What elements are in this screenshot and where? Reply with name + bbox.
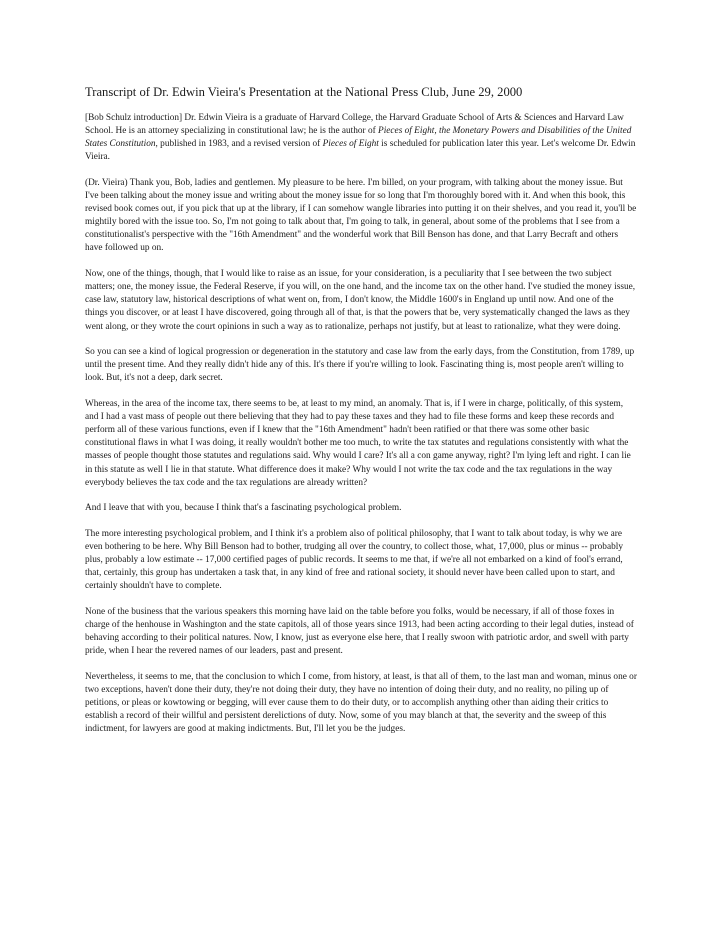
body-paragraph: Nevertheless, it seems to me, that the conclusion to which I come, from history, at least, is that all of them, to the last man and woman, minus one or two exceptions, haven't done their duty, they're not doing their duty, they have no intention of doing their duty, and no reality, no piling up of petitions, or pleas or kowtowing or begging, will ever cause them to do their duty, or to accomplish anything other than aiding their critics to establish a record of their willful and persistent derelictions of duty. Now, some of you may blanch at that, the severity and the sweep of this indictment, for lawyers are good at making indictments. But, I'll let you be the judges. bbox=[85, 672, 637, 735]
body-paragraph: None of the business that the various speakers this morning have laid on the table before you folks, would be necessary, if all of those foxes in charge of the henhouse in Washington and the state capitols, all of those years since 1913, had been acting according to their legal duties, instead of behaving according to their political natures. Now, I know, just as everyone else here, that I really swoon with patriotic ardor, and swell with party pride, when I hear the revered names of our leaders, past and present. bbox=[85, 607, 634, 657]
body-paragraph: Whereas, in the area of the income tax, there seems to be, at least to my mind, an anomaly. That is, if I were in charge, politically, of this system, and I had a vast mass of people out there believing that they had to pay these taxes and they had to file these forms and keep these records and perform all of these various functions, even if I knew that the "16th Amendment" hadn't been ratified or that there was some other basic constitutional flaws in what I was doing, it really wouldn't bother me too much, to write the tax statutes and regulations consistently with what the masses of people thought those statutes and regulations said. Why would I care? It's all a con game anyway, right? I'm lying left and right. I can lie in this statute as well I lie in that statute. What difference does it make? Why would I not write the tax code and the tax regulations in the way everybody believes the tax code and the tax regulations are already written? bbox=[85, 399, 631, 488]
document-page bbox=[85, 84, 637, 749]
book-title-short: Pieces of Eight bbox=[322, 139, 379, 150]
body-paragraph: (Dr. Vieira) Thank you, Bob, ladies and gentlemen. My pleasure to be here. I'm billed, on your program, with talking about the money issue. But I've been talking about the money issue and writing about the money issue for so long that I'm thoroughly bored with it. And when this book, this revised book comes out, if you pick that up at the library, if I can somehow wangle libraries into putting it on their shelves, and you read it, you'll be mightily bored with the issue too. So, I'm not going to talk about that, I'm going to talk, in general, about some of the problems that I see from a constitutionalist's perspective with the "16th Amendment" and the wonderful work that Bill Benson has done, and that Larry Becraft and others have followed up on. bbox=[85, 177, 637, 254]
body-paragraph: And I leave that with you, because I think that's a fascinating psychological problem. bbox=[85, 503, 402, 514]
body-paragraph: Now, one of the things, though, that I would like to raise as an issue, for your consideration, is a peculiarity that I see between the two subject matters; one, the money issue, the Federal Reserve, if you will, on the one hand, and the income tax on the other hand. I've studied the money issue, case law, statutory law, historical descriptions of what went on, from, I don't know, the Middle 1600's in England up until now. And one of the things you discover, or at least I have discovered, going through all of that, is that the powers that be, very systematically changed the laws as they went along, or they wrote the court opinions in such a way as to rationalize, perhaps not justify, but at least to rationalize, what they were doing. bbox=[85, 269, 636, 332]
intro-text-1: [Bob Schulz introduction] Dr. Edwin Vieira is a graduate of Harvard College, the Harvard Graduate School of Arts & Sciences and Harvard Law School. He is an attorney specializing in constitutional law; he is the author of bbox=[85, 113, 624, 137]
intro-text-2: , published in 1983, and a revised version of bbox=[155, 139, 323, 150]
document-title: Transcript of Dr. Edwin Vieira's Presentation at the National Press Club, June 29, 2000 bbox=[85, 85, 523, 99]
book-title-full: Pieces of Eight, the Monetary Powers and Disabilities of the United States Constitution bbox=[85, 126, 632, 150]
intro-paragraph bbox=[85, 112, 637, 164]
body-paragraph: The more interesting psychological problem, and I think it's a problem also of political philosophy, that I want to talk about today, is why we are even bothering to be here. Why Bill Benson had to bother, trudging all over the country, to collect those, what, 17,000, plus or minus -- probably plus, probably a low estimate -- 17,000 certified pages of public records. It seems to me that, if we're all not embarked on a kind of fool's errand, that, certainly, this group has undertaken a task that, in any kind of free and rational society, it should never have been called upon to start, and certainly shouldn't have to complete. bbox=[85, 529, 623, 592]
body-paragraph: So you can see a kind of logical progression or degeneration in the statutory and case law from the early days, from the Constitution, from 1789, up until the present time. And they really didn't hide any of this. It's there if you're willing to look. Fascinating thing is, most people aren't willing to look. But, it's not a deep, dark secret. bbox=[85, 347, 635, 384]
intro-text-3: is scheduled for publication later this year. Let's welcome Dr. Edwin Vieira. bbox=[85, 139, 636, 163]
